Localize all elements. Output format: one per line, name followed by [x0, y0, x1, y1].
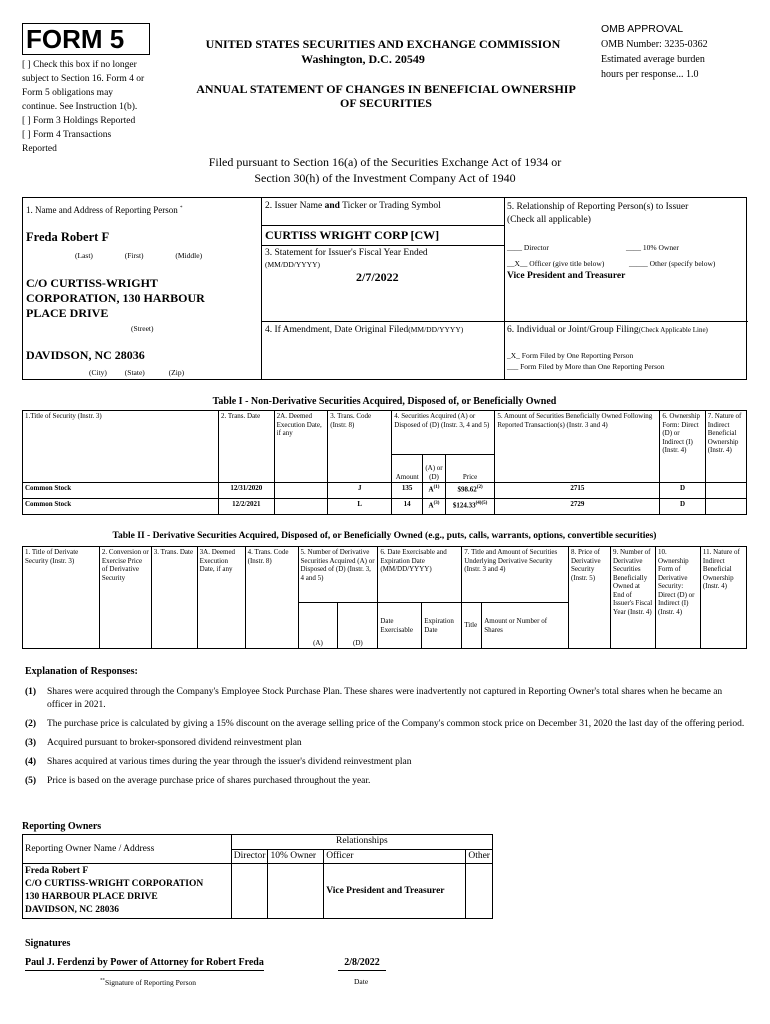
agency-location: Washington, D.C. 20549	[301, 52, 425, 66]
box5-label: 5. Relationship of Reporting Person(s) to Issuer (Check all applicable)	[507, 202, 689, 225]
explanation-heading: Explanation of Responses:	[25, 666, 138, 677]
t2-h-number: 5. Number of Derivative Securities Acquired (A) or Disposed of (D) (Instr. 3, 4 and 5)	[298, 547, 378, 603]
ro-h-relationships: Relationships	[231, 835, 492, 850]
t2-h-deemed: 3A. Deemed Execution Date, if any	[197, 547, 245, 649]
date-label: Date	[354, 977, 369, 986]
t2-h-price: 8. Price of Derivative Security (Instr. 5)	[569, 547, 611, 649]
t2-h-code: 4. Trans. Code (Instr. 8)	[245, 547, 298, 649]
table2-title: Table II - Derivative Securities Acquired, Disposed of, or Beneficially Owned (e.g., puts, calls, warrants, options, convertible securities)	[112, 531, 657, 541]
table2	[22, 546, 747, 649]
ro-h-name: Reporting Owner Name / Address	[23, 835, 232, 864]
footnote: (5) Price is based on the average purchase price of shares purchased throughout the year.	[25, 776, 371, 786]
box5-other: _____ Other (specify below)	[629, 259, 716, 268]
signature-date: 2/8/2022	[338, 957, 386, 971]
box3-format: (MM/DD/YYYY)	[265, 260, 320, 269]
t2-h-exercisable: 6. Date Exercisable and Expiration Date (MM/DD/YYYY)	[378, 547, 462, 603]
footnote: (2) The purchase price is calculated by giving a 15% discount on the average selling price of the Company's common stock price on December 31, 2020 the last day of the offering period.	[25, 719, 745, 729]
t1-h-date: 2. Trans. Date	[218, 411, 274, 483]
t2-h-title: 1. Title of Derivate Security (Instr. 3)	[23, 547, 100, 649]
check-line: [ ] Form 4 Transactions	[22, 130, 112, 140]
t2-h-owned: 9. Number of Derivative Securities Beneficially Owned at End of Issuer's Fiscal Year (Instr. 4)	[610, 547, 655, 649]
t1-h-amount-owned: 5. Amount of Securities Beneficially Owned Following Reported Transaction(s) (Instr. 3 and 4)	[495, 411, 660, 483]
table1-title: Table I - Non-Derivative Securities Acquired, Disposed of, or Beneficially Owned	[212, 396, 557, 407]
omb-box: OMB APPROVAL OMB Number: 3235-0362 Estimated average burden hours per response... 1.0	[601, 23, 708, 80]
issuer-name: CURTISS WRIGHT CORP [CW]	[265, 228, 440, 242]
explanation-notes	[25, 686, 747, 788]
box1-label: 1. Name and Address of Reporting Person *	[26, 205, 183, 215]
t1-h-title: 1.Title of Security (Instr. 3)	[23, 411, 219, 483]
box5-officer: __X__ Officer (give title below)	[507, 259, 605, 268]
check-line: continue. See Instruction 1(b).	[22, 102, 138, 112]
t2-h-title-col: Title	[462, 603, 482, 649]
t2-h-conversion: 2. Conversion or Exercise Price of Derivative Security	[99, 547, 151, 649]
checkbox-options	[22, 58, 172, 156]
box6-line2: ___ Form Filed by More than One Reporting Person	[507, 362, 665, 371]
street-address: C/O CURTISS-WRIGHT CORPORATION, 130 HARBOUR PLACE DRIVE	[26, 276, 205, 320]
box6-label: 6. Individual or Joint/Group Filing(Check Applicable Line)	[507, 325, 708, 335]
t1-h-deemed: 2A. Deemed Execution Date, if any	[274, 411, 328, 483]
t1-h-code: 3. Trans. Code (Instr. 8)	[328, 411, 392, 483]
table-row: Common Stock 12/31/2020 J 135 $A^{(1)}$ $98.62$^{(2)}$ 2715 D	[23, 483, 747, 499]
t2-h-d: (D)	[338, 603, 378, 649]
box4-label: 4. If Amendment, Date Original Filed(MM/DD/YYYY)	[265, 325, 464, 335]
street-label: (Street)	[131, 324, 154, 333]
reporting-owners-heading: Reporting Owners	[22, 821, 102, 832]
footnote: (3) Acquired pursuant to broker-sponsored dividend reinvestment plan	[25, 738, 302, 748]
t1-h-acquired: 4. Securities Acquired (A) or Disposed of (D) (Instr. 3, 4 and 5)	[392, 411, 495, 455]
ro-h-other: Other	[466, 850, 493, 864]
filed-pursuant: Filed pursuant to Section 16(a) of the Securities Exchange Act of 1934 or Section 30(h) of the Investment Company Act of 1940	[208, 155, 562, 185]
reporting-owners-table	[22, 834, 493, 919]
city-sublabels: (City) (State) (Zip)	[89, 368, 185, 377]
t2-h-expiration: Expiration Date	[422, 603, 462, 649]
city-line: DAVIDSON, NC 28036	[26, 348, 145, 362]
ro-h-owner: 10% Owner	[268, 850, 324, 864]
t2-h-nature: 11. Nature of Indirect Beneficial Ownership (Instr. 4)	[700, 547, 746, 649]
footnote: (4) Shares acquired at various times during the year through the issuer's dividend reinvestment plan	[25, 757, 412, 767]
box2-label: 2. Issuer Name and Ticker or Trading Symbol	[265, 201, 441, 211]
signature-label: **Signature of Reporting Person	[100, 978, 197, 987]
t1-h-nature: 7. Nature of Indirect Beneficial Ownership (Instr. 4)	[705, 411, 746, 483]
box6-line1: _X_ Form Filed by One Reporting Person	[507, 351, 634, 360]
name-sublabels: (Last) (First) (Middle)	[75, 251, 203, 260]
t2-h-date-ex: Date Exercisable	[378, 603, 422, 649]
statement-title: ANNUAL STATEMENT OF CHANGES IN BENEFICIAL OWNERSHIP OF SECURITIES	[196, 82, 576, 110]
box5-owner: ____ 10% Owner	[626, 243, 679, 252]
agency-title: UNITED STATES SECURITIES AND EXCHANGE COMMISSION	[205, 37, 561, 51]
check-line: subject to Section 16. Form 4 or	[22, 74, 145, 84]
reporting-person-name: Freda Robert F	[26, 230, 110, 244]
table-row: Freda Robert F C/O CURTISS-WRIGHT CORPORATION 130 HARBOUR PLACE DRIVE DAVIDSON, NC 28036 Vice President and Treasurer	[23, 864, 493, 919]
table-row: Common Stock 12/2/2021 L 14 $A^{(3)}$ $\$124.33^{(4)(5)}$ 2729 D	[23, 499, 747, 515]
check-line: Reported	[22, 144, 57, 154]
t2-h-a: (A)	[298, 603, 338, 649]
t2-h-underlying: 7. Title and Amount of Securities Underlying Derivative Security (Instr. 3 and 4)	[462, 547, 569, 603]
check-line: [ ] Form 3 Holdings Reported	[22, 116, 136, 126]
table1	[22, 410, 747, 515]
ro-h-director: Director	[231, 850, 268, 864]
ro-h-officer: Officer	[324, 850, 466, 864]
box5-director: ____ Director	[507, 243, 549, 252]
box3-label: 3. Statement for Issuer's Fiscal Year Ended	[265, 248, 428, 258]
t1-h-ad: (A) or (D)	[423, 455, 446, 483]
signer-name: Paul J. Ferdenzi by Power of Attorney for Robert Freda	[25, 957, 264, 971]
info-grid	[22, 197, 747, 380]
t2-h-ownership: 10. Ownership Form of Derivative Security: Direct (D) or Indirect (I) (Instr. 4)	[655, 547, 700, 649]
t1-h-amount: Amount	[392, 455, 423, 483]
t2-h-amount-shares: Amount or Number of Shares	[482, 603, 569, 649]
signatures-heading: Signatures	[25, 938, 71, 949]
fiscal-year-end: 2/7/2022	[356, 270, 399, 284]
t1-h-price: Price	[445, 455, 495, 483]
check-line: Form 5 obligations may	[22, 88, 114, 98]
t2-h-date: 3. Trans. Date	[151, 547, 197, 649]
officer-title: Vice President and Treasurer	[507, 271, 626, 281]
t1-h-ownership: 6. Ownership Form: Direct (D) or Indirect (I) (Instr. 4)	[660, 411, 705, 483]
check-line: [ ] Check this box if no longer	[22, 60, 137, 70]
footnote: (1) Shares were acquired through the Company's Employee Stock Purchase Plan. These shares were inadvertently not captured in Reporting Owner's total shares when he became an officer in 2021.	[25, 687, 723, 710]
form-title: FORM 5	[22, 23, 150, 55]
